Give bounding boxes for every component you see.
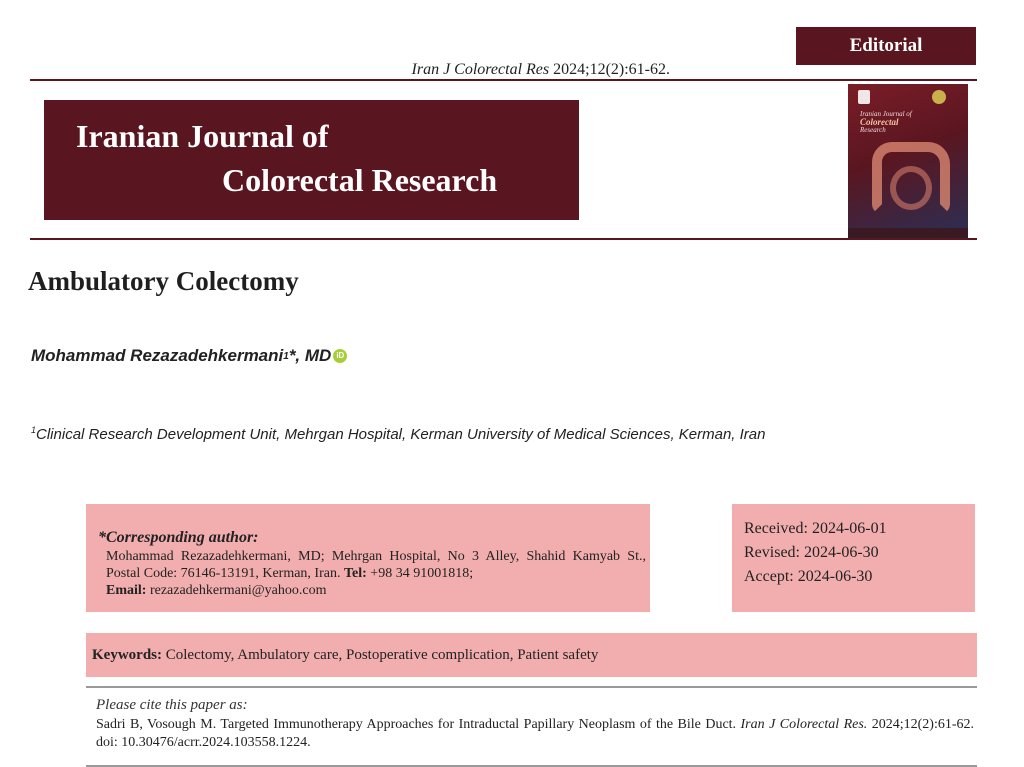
dates-box [732,504,975,612]
cite-heading: Please cite this paper as: [96,697,248,713]
received-date: Received: 2024-06-01 [744,520,887,537]
cite-text [96,716,974,752]
cite-top-rule [86,686,977,688]
tel-value: +98 34 91001818; [366,566,474,581]
journal-abbrev: Iran J Colorectal Res [411,61,550,78]
tel-label: Tel: [343,566,367,581]
seal-logo-icon [932,90,946,104]
journal-citation [30,61,670,79]
corresponding-author-details [106,548,646,599]
revised-date: Revised: 2024-06-30 [744,544,879,561]
cover-title-small: Iranian Journal of [860,110,912,118]
cover-title [860,110,912,134]
email-label: Email: [106,583,147,598]
colon-illustration-inner-icon [890,166,932,210]
journal-volume: 2024;12(2):61-62. [549,61,670,78]
cite-text-after: 2024;12(2):61-62. doi: 10.30476/acrr.2024.103558.1224. [96,717,975,750]
cite-text-before: Sadri B, Vosough M. Targeted Immunotherapy Approaches for Intraductal Papillary Neoplasm of the Bile Duct. [96,717,741,732]
author-suffix: *, MD [288,346,332,365]
article-type-badge: Editorial [796,27,976,65]
affiliation-text: Clinical Research Development Unit, Mehrgan Hospital, Kerman University of Medical Sciences, Kerman, Iran [36,426,766,443]
header-bottom-rule [30,238,977,240]
affiliation [31,425,766,443]
author-name: Mohammad Rezazadehkermani [31,346,284,365]
cover-title-large: Colorectal [860,117,899,127]
keywords [92,647,598,664]
corresponding-address: Mohammad Rezazadehkermani, MD; Mehrgan Hospital, No 3 Alley, Shahid Kamyab St., Postal Code: 76146-13191, Kerman, Iran. [106,549,646,581]
header-top-rule [30,79,977,81]
author-affiliation-mark: 1 [283,350,289,362]
orcid-icon[interactable]: iD [333,349,347,363]
email-value[interactable]: rezazadehkermani@yahoo.com [146,583,327,598]
corresponding-author-heading: *Corresponding author: [98,529,259,546]
cover-title-small2: Research [860,126,886,134]
affiliation-mark: 1 [31,425,37,435]
journal-cover-image [848,84,968,238]
keywords-label: Keywords: [92,646,162,663]
author-line [31,346,347,366]
accept-date: Accept: 2024-06-30 [744,568,873,585]
corresponding-author-box [86,504,650,612]
cover-stripe [848,228,968,238]
article-title: Ambulatory Colectomy [28,266,299,296]
journal-banner [44,100,579,220]
banner-title-line2: Colorectal Research [222,162,498,198]
university-logo-icon [858,90,870,104]
cite-journal: Iran J Colorectal Res. [740,717,868,732]
keywords-value: Colectomy, Ambulatory care, Postoperative complication, Patient safety [162,646,599,663]
keywords-box [86,633,977,677]
banner-title-line1: Iranian Journal of [76,118,329,154]
